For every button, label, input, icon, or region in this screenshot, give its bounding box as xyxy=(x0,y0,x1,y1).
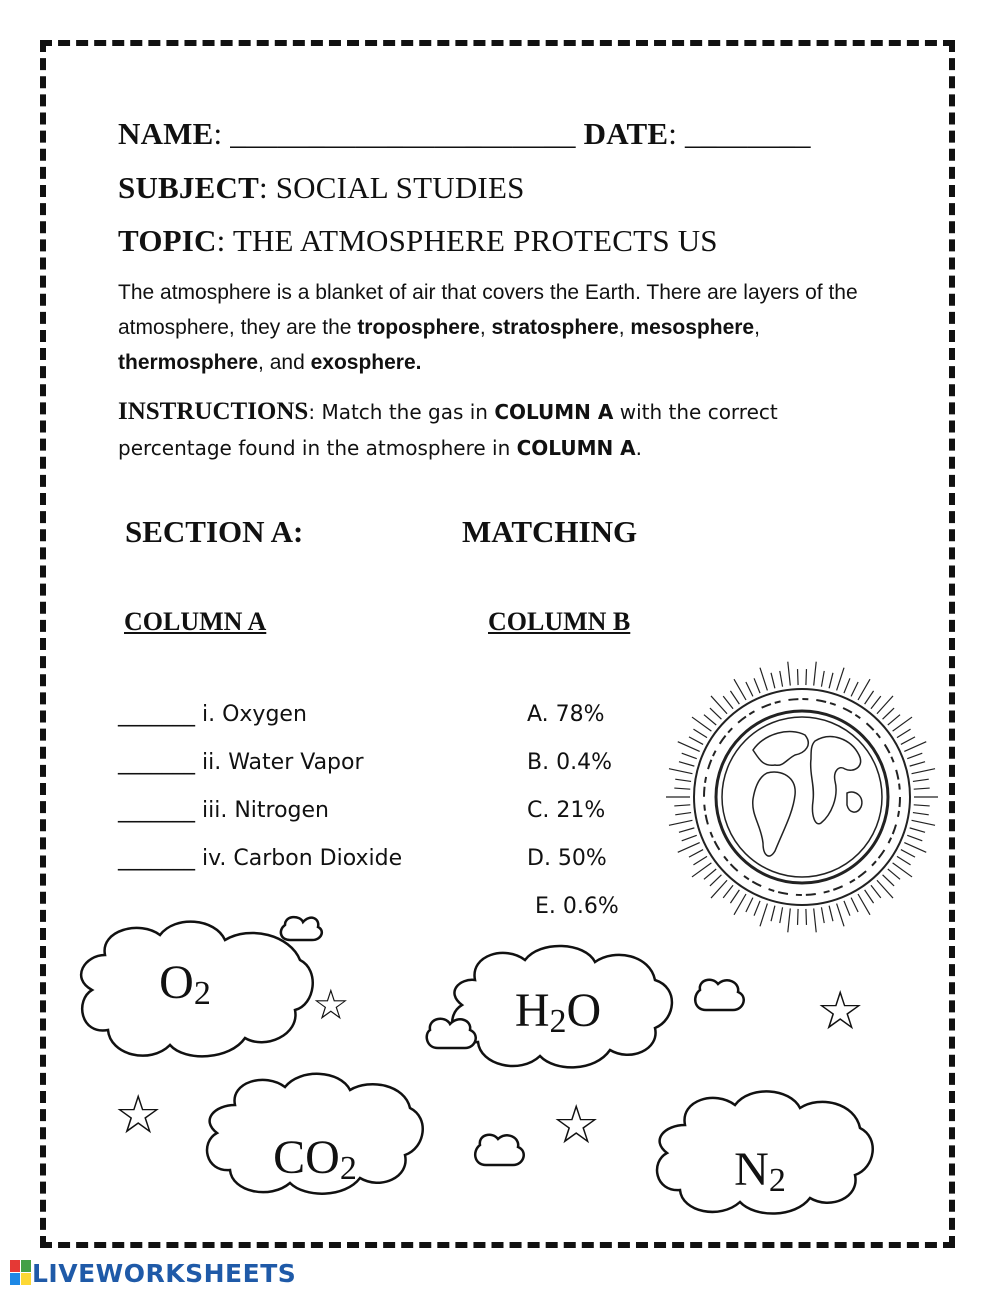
ray-line xyxy=(771,673,775,689)
section-title: SECTION A: xyxy=(125,514,304,549)
ray-line xyxy=(704,869,716,879)
ray-line xyxy=(806,669,807,685)
ray-line xyxy=(837,668,844,691)
ray-line xyxy=(897,729,911,737)
star-icon: ☆ xyxy=(312,981,350,1028)
ray-line xyxy=(907,835,922,840)
ray-line xyxy=(871,696,881,709)
formula-n2: $N_2$ xyxy=(734,1143,786,1199)
logo-blocks-icon xyxy=(10,1260,32,1286)
ray-line xyxy=(669,769,692,774)
subject-value: : SOCIAL STUDIES xyxy=(258,170,525,205)
subject-label: SUBJECT xyxy=(118,170,259,205)
ray-line xyxy=(689,737,703,745)
option-a: A. 78% xyxy=(527,702,605,727)
ray-line xyxy=(693,729,707,737)
ray-line xyxy=(675,779,691,781)
topic-label: TOPIC xyxy=(118,223,217,258)
match-item-carbon-dioxide[interactable]: _______ iv. Carbon Dioxide xyxy=(118,846,403,871)
small-cloud-icon xyxy=(695,980,744,1010)
instructions: INSTRUCTIONS: Match the gas in COLUMN A with the correct percentage found in the atmosphere in COLUMN A. xyxy=(118,398,778,460)
instructions-label: INSTRUCTIONS xyxy=(118,398,309,425)
ray-line xyxy=(901,850,915,858)
ray-line xyxy=(788,662,791,686)
ray-line xyxy=(679,828,694,832)
ray-line xyxy=(844,678,850,693)
earth-atmosphere-illustration xyxy=(655,655,950,940)
ray-line xyxy=(689,850,703,858)
name-date-line xyxy=(118,116,811,152)
column-a-heading: COLUMN A xyxy=(124,607,267,636)
name-label: NAME xyxy=(118,116,214,151)
small-cloud-icon xyxy=(427,1019,476,1048)
ray-line xyxy=(888,869,900,879)
option-e: E. 0.6% xyxy=(535,894,619,919)
ray-line xyxy=(693,856,707,864)
ray-line xyxy=(678,742,700,752)
ray-line xyxy=(904,843,926,853)
ray-line xyxy=(910,762,925,766)
option-c: C. 21% xyxy=(527,798,606,823)
ray-line xyxy=(746,682,753,696)
ray-line xyxy=(865,691,874,704)
ray-line xyxy=(678,843,700,853)
ray-line xyxy=(798,669,799,685)
star-icon: ☆ xyxy=(114,1085,163,1145)
ray-line xyxy=(910,828,925,832)
ray-line xyxy=(897,856,911,864)
ray-line xyxy=(704,715,716,725)
logo-text: LIVEWORKSHEETS xyxy=(32,1258,297,1288)
ray-line xyxy=(904,742,926,752)
ray-line xyxy=(901,737,915,745)
ray-line xyxy=(912,769,935,774)
match-item-water-vapor[interactable]: _______ ii. Water Vapor xyxy=(118,750,364,775)
ray-line xyxy=(669,820,692,825)
layer-stratosphere: stratosphere xyxy=(491,316,619,339)
ray-line xyxy=(888,715,900,725)
ray-line xyxy=(710,875,722,886)
match-item-oxygen[interactable]: _______ i. Oxygen xyxy=(118,702,307,727)
formula-h2o: $H_2O$ xyxy=(514,984,602,1040)
ray-line xyxy=(814,662,817,686)
ray-line xyxy=(858,679,870,700)
ray-line xyxy=(914,805,930,806)
layer-mesosphere: mesosphere xyxy=(630,316,755,339)
ray-line xyxy=(723,696,733,709)
ray-line xyxy=(912,820,935,825)
ray-line xyxy=(674,788,690,789)
ray-line xyxy=(730,691,739,704)
ray-line xyxy=(679,762,694,766)
ray-line xyxy=(760,668,767,691)
small-cloud-icon xyxy=(475,1135,524,1165)
date-label: DATE xyxy=(583,116,669,151)
topic-line xyxy=(118,223,718,259)
ray-line xyxy=(883,875,895,886)
small-cloud-icon xyxy=(281,917,322,940)
ray-line xyxy=(710,708,722,719)
ray-line xyxy=(723,885,733,898)
ray-line xyxy=(675,813,691,815)
name-blank[interactable]: : ______________________ xyxy=(213,116,576,151)
layer-thermosphere: thermosphere xyxy=(118,351,259,374)
section-type: MATCHING xyxy=(462,514,638,549)
option-d: D. 50% xyxy=(527,846,607,871)
layer-troposphere: troposphere xyxy=(357,316,480,339)
ray-line xyxy=(871,885,881,898)
date-blank[interactable]: : ________ xyxy=(668,116,811,151)
match-item-nitrogen[interactable]: _______ iii. Nitrogen xyxy=(118,798,329,823)
layer-exosphere: exosphere. xyxy=(310,351,422,374)
ray-line xyxy=(682,835,697,840)
clouds-layer xyxy=(0,900,1000,1240)
formula-o2: $O_2$ xyxy=(159,956,211,1012)
liveworksheets-logo xyxy=(10,1258,296,1288)
ray-line xyxy=(883,708,895,719)
ray-line xyxy=(913,779,929,781)
ray-line xyxy=(907,753,922,758)
ray-line xyxy=(851,682,858,696)
ray-line xyxy=(682,753,697,758)
intro-paragraph: The atmosphere is a blanket of air that covers the Earth. There are layers of the atmosphere, they are the troposphere, stratosphere, mesosphere, thermosphere, and exosphere. xyxy=(118,281,858,374)
option-b: B. 0.4% xyxy=(527,750,612,775)
subject-line xyxy=(118,170,525,206)
star-icon: ☆ xyxy=(552,1095,601,1155)
star-icon: ☆ xyxy=(816,981,865,1041)
formula-co2: $CO_2$ xyxy=(273,1131,357,1187)
ray-line xyxy=(674,805,690,806)
topic-value: : THE ATMOSPHERE PROTECTS US xyxy=(216,223,718,258)
ray-line xyxy=(754,678,760,693)
ray-line xyxy=(913,813,929,815)
ray-line xyxy=(780,671,783,687)
ray-line xyxy=(914,788,930,789)
ray-line xyxy=(734,679,746,700)
ray-line xyxy=(821,671,824,687)
ray-line xyxy=(829,673,833,689)
column-b-heading: COLUMN B xyxy=(488,607,631,636)
